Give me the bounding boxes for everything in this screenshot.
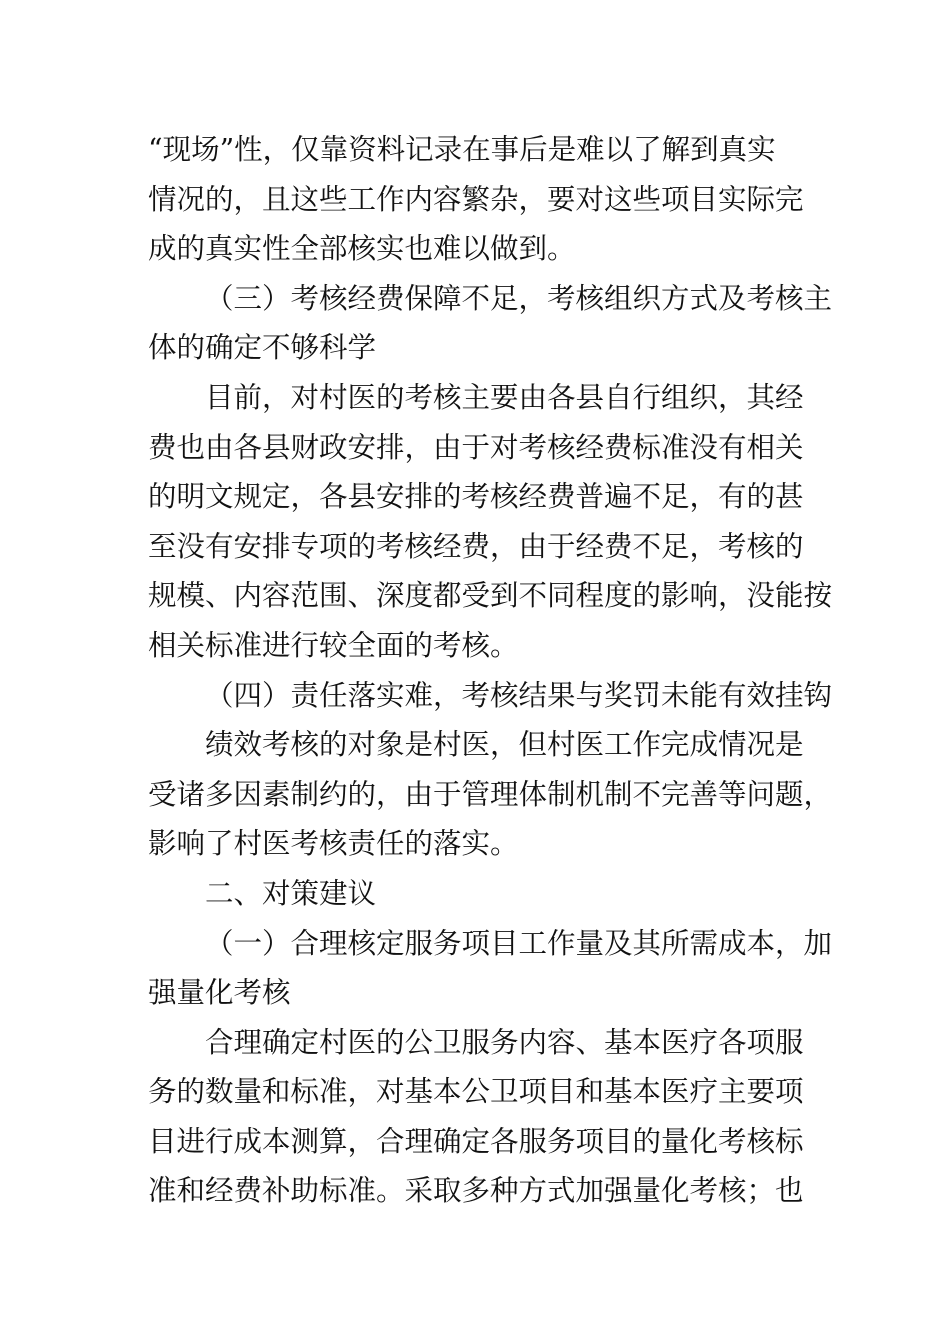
- text-line: 至没有安排专项的考核经费，由于经费不足，考核的: [148, 529, 804, 563]
- text-line: 情况的，且这些工作内容繁杂，要对这些项目实际完: [148, 182, 804, 216]
- text-line: 合理确定村医的公卫服务内容、基本医疗各项服: [205, 1025, 804, 1059]
- text-line: 体的确定不够科学: [148, 331, 377, 365]
- text-line: 费也由各县财政安排，由于对考核经费标准没有相关: [148, 430, 804, 464]
- text-line: 相关标准进行较全面的考核。: [148, 628, 519, 662]
- text-line: 影响了村医考核责任的落实。: [148, 827, 519, 861]
- text-line: 绩效考核的对象是村医，但村医工作完成情况是: [205, 728, 804, 762]
- text-line: 目前，对村医的考核主要由各县自行组织，其经: [205, 380, 804, 414]
- text-line: 强量化考核: [148, 976, 291, 1010]
- text-line: （三）考核经费保障不足，考核组织方式及考核主: [205, 281, 833, 315]
- text-line: 受诸多因素制约的，由于管理体制机制不完善等问题，: [148, 777, 833, 811]
- text-line: （四）责任落实难，考核结果与奖罚未能有效挂钩: [205, 678, 833, 712]
- text-line: 规模、内容范围、深度都受到不同程度的影响，没能按: [148, 579, 833, 613]
- text-line: “现场”性，仅靠资料记录在事后是难以了解到真实: [148, 133, 776, 166]
- text-line: 务的数量和标准，对基本公卫项目和基本医疗主要项: [148, 1075, 804, 1109]
- text-line: 目进行成本测算，合理确定各服务项目的量化考核标: [148, 1124, 804, 1158]
- text-line: 准和经费补助标准。采取多种方式加强量化考核；也: [148, 1174, 804, 1208]
- text-line: 的明文规定，各县安排的考核经费普遍不足，有的甚: [148, 480, 804, 514]
- text-line: 二、对策建议: [205, 876, 377, 910]
- text-line: （一）合理核定服务项目工作量及其所需成本，加: [205, 926, 833, 960]
- text-line: 成的真实性全部核实也难以做到。: [148, 232, 576, 266]
- document-body: [148, 125, 833, 1216]
